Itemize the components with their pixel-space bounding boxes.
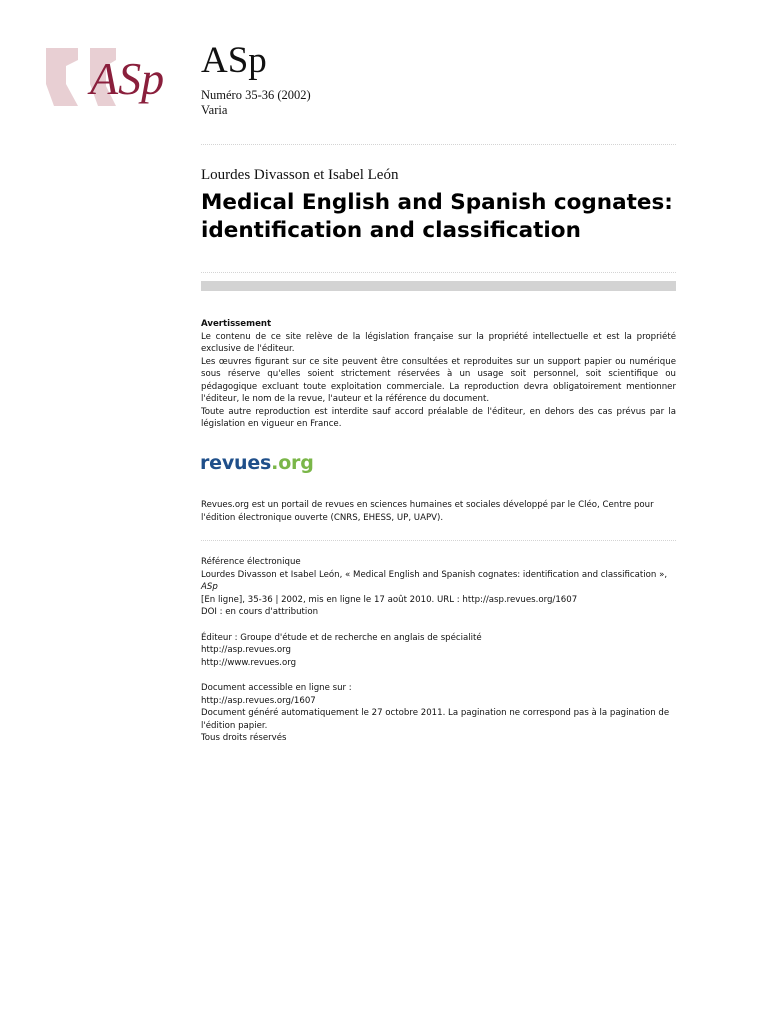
divider [201,144,676,145]
revues-logo-suffix: .org [271,452,314,474]
logo-quote-shape-left [46,48,78,106]
reference-citation-line-2: [En ligne], 35-36 | 2002, mis en ligne le 17 août 2010. URL : http://asp.revues.org/1607 [201,594,578,605]
notice-paragraph: Toute autre reproduction est interdite sauf accord préalable de l'éditeur, en dehors des cas prévus par la législation en vigueur en France. [201,406,676,429]
notice-heading: Avertissement [201,319,272,329]
asp-journal-logo [44,44,178,112]
access-link[interactable]: http://asp.revues.org/1607 [201,695,316,706]
reference-citation [201,569,681,594]
logo-lettering: ASp [90,53,165,104]
gray-separator-bar [201,281,676,291]
electronic-reference [201,556,681,745]
divider [201,272,676,273]
publisher: Éditeur : Groupe d'étude et de recherche en anglais de spécialité [201,632,482,643]
article-title [201,189,701,245]
article-authors: Lourdes Divasson et Isabel León [201,167,399,183]
generated-note: Document généré automatiquement le 27 octobre 2011. La pagination ne correspond pas à la pagination de l'édition papier. [201,708,670,731]
rights-notice: Tous droits réservés [201,733,287,743]
notice-paragraph: Les œuvres figurant sur ce site peuvent être consultées et reproduites sur un support papier ou numérique sous réserve qu'elles soient strictement réservées à un usage soit personnel, soit scientifique ou pédagogique excluant toute exploitation commerciale. La reproduction devra obligatoirement mentionner l'éditeur, le nom de la revue, l'auteur et la référence du document. [201,356,676,404]
divider [201,540,676,541]
access-label: Document accessible en ligne sur : [201,683,352,693]
citation-journal: ASp [201,582,218,592]
portal-text: Revues.org est un portail de revues en sciences humaines et sociales développé par le Cléo, Centre pour l'édition électronique ouverte (CNRS, EHESS, UP, UAPV). [201,500,654,523]
publisher-link[interactable]: http://www.revues.org [201,657,297,668]
revues-org-logo[interactable] [200,450,314,476]
citation-text: Lourdes Divasson et Isabel León, « Medical English and Spanish cognates: identification and classification », [201,569,668,580]
issue-number: Numéro 35-36 (2002) [201,88,311,102]
notice-paragraph: Le contenu de ce site relève de la législation française sur la propriété intellectuelle et est la propriété exclusive de l'éditeur. [201,331,676,354]
article-title-line-2: identification and classification [201,218,581,243]
journal-title: ASp [201,40,267,81]
article-title-line-1: Medical English and Spanish cognates: [201,190,673,215]
section-name: Varia [201,103,228,117]
reference-heading: Référence électronique [201,557,301,567]
revues-logo-text: revues [200,452,272,474]
publisher-link[interactable]: http://asp.revues.org [201,645,292,655]
legal-notice [201,318,676,431]
reference-doi: DOI : en cours d'attribution [201,607,319,617]
portal-description [201,499,676,524]
